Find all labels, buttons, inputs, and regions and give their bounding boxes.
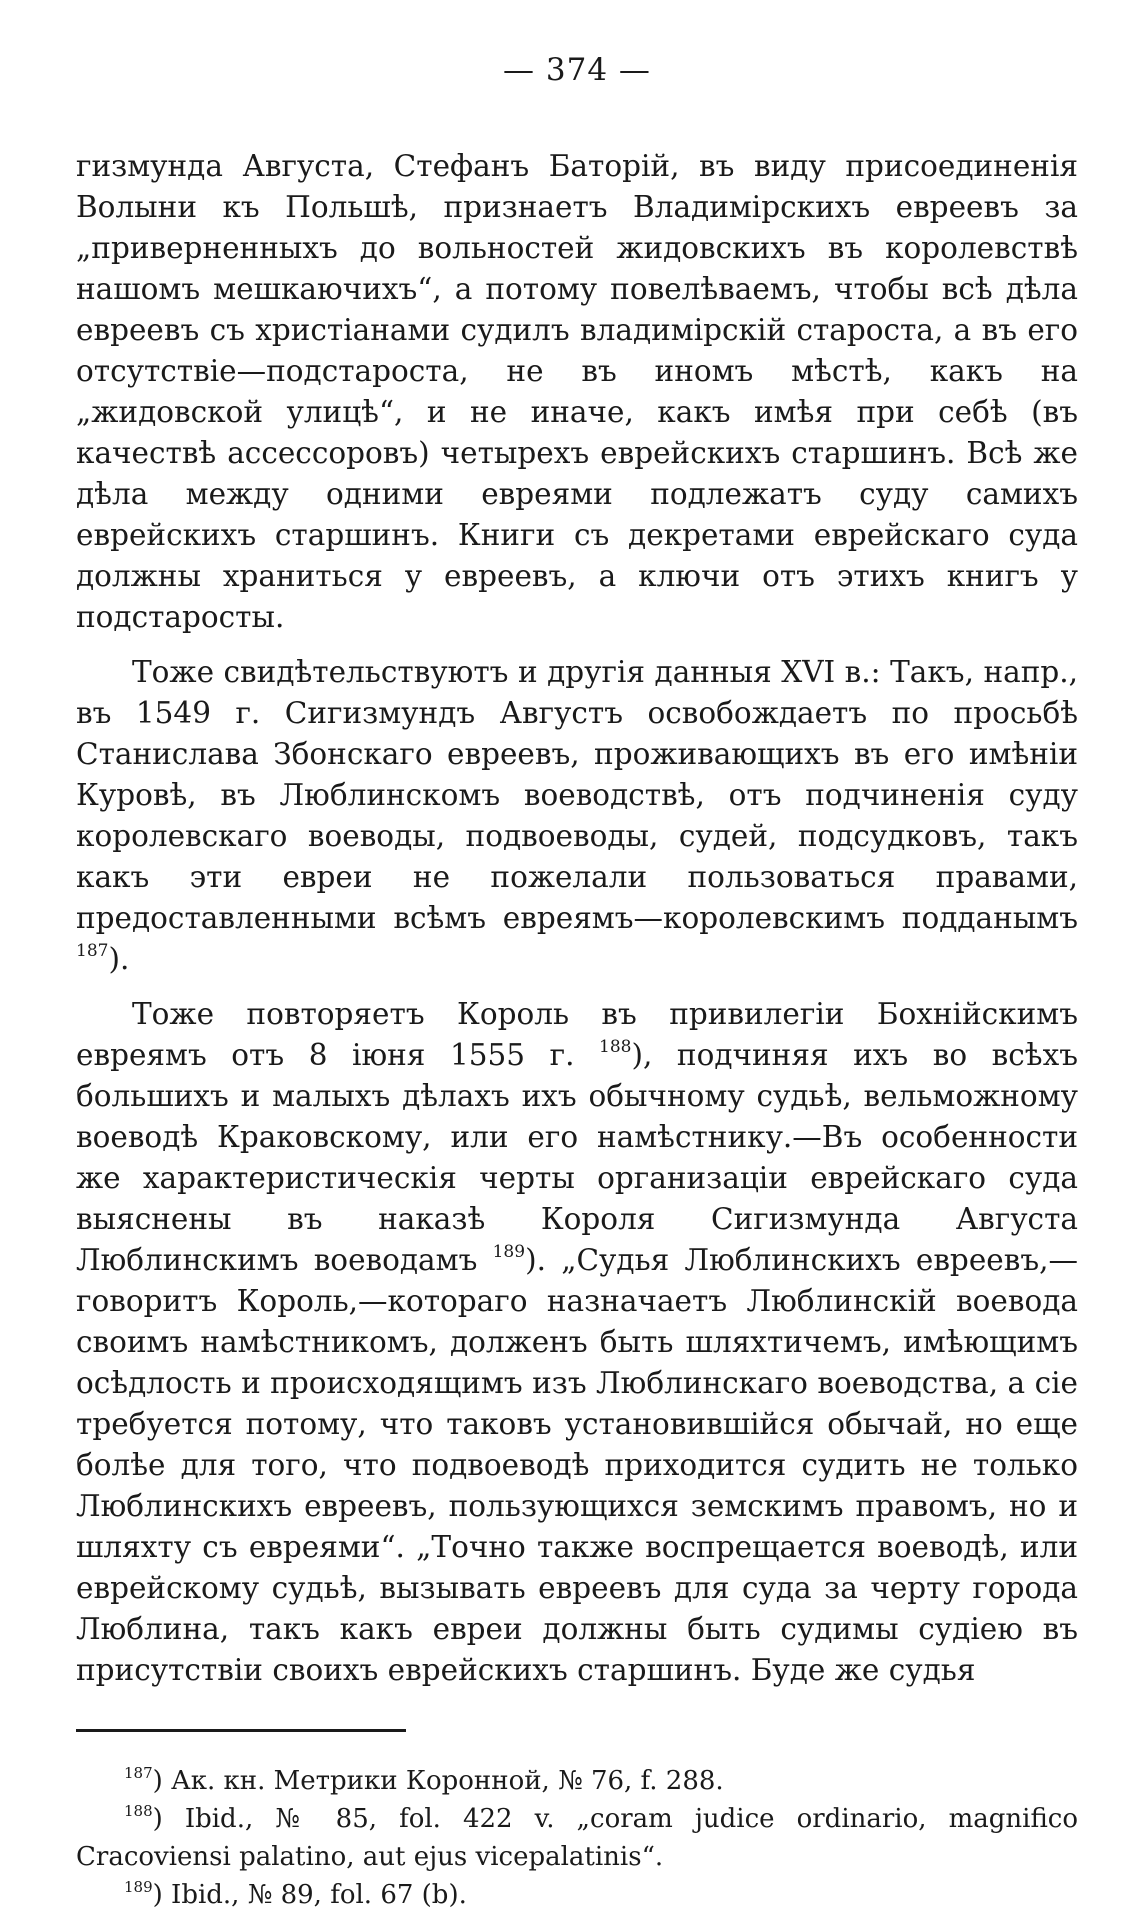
footnote-ref: 187 [76,941,109,961]
paragraph-text: Тоже повторяетъ Король въ привилегіи Бохнійскимъ евреямъ отъ 8 іюня 1555 г. [76,997,1078,1072]
page-number: — 374 — [503,52,651,88]
paragraph-p2 [76,652,1078,980]
paragraph-text: ). [108,942,130,976]
body-text [76,146,1078,1691]
footnote-fn188 [76,1800,1078,1876]
footnotes [76,1762,1078,1914]
footnote-ref: 189 [492,1242,526,1262]
footnote-text: ) Ibid., № 85, fol. 422 v. „coram judice ordinario, magnifico Cracoviensi palatino, aut ejus vicepalatinis“. [76,1804,1078,1872]
footnote-separator [76,1729,406,1732]
paragraph-text: ), подчиняя ихъ во всѣхъ большихъ и малыхъ дѣлахъ ихъ обычному судьѣ, вельможному воеводѣ Краковскому, или его намѣстнику.—Въ особенности же характеристическія черты организаціи еврейскаго суда выяснены въ наказѣ Короля Сигизмунда Августа Люблинскимъ воеводамъ [76,1038,1078,1277]
paragraph-p1 [76,146,1078,638]
footnote-marker: 188 [124,1802,153,1820]
footnote-ref: 188 [599,1037,632,1057]
paragraph-p3 [76,994,1078,1691]
footnote-marker: 189 [124,1878,153,1896]
footnote-marker: 187 [124,1764,153,1782]
footnote-fn189 [76,1876,1078,1914]
paragraph-text: ). „Судья Люблинскихъ евреевъ,—говоритъ Король,—котораго назначаетъ Люблинскій воевода своимъ намѣстникомъ, долженъ быть шляхтичемъ, имѣющимъ осѣдлость и происходящимъ изъ Люблинскаго воеводства, а сіе требуется потому, что таковъ установившійся обычай, но еще болѣе для того, что подвоеводѣ приходится судить не только Люблинскихъ евреевъ, пользующихся земскимъ правомъ, но и шляхту съ евреями“. „Точно также воспрещается воеводѣ, или еврейскому судьѣ, вызывать евреевъ для суда за черту города Люблина, такъ какъ евреи должны быть судимы судіею въ присутствіи своихъ еврейскихъ старшинъ. Буде же судья [76,1243,1078,1687]
paragraph-text: гизмунда Августа, Стефанъ Баторій, въ виду присоединенія Волыни къ Польшѣ, признаетъ Владимірскихъ евреевъ за „приверненныхъ до вольностей жидовскихъ въ королевствѣ нашомъ мешкаючихъ“, а потому повелѣваемъ, чтобы всѣ дѣла евреевъ съ христіанами судилъ владимірскій староста, а въ его отсутствіе—подстароста, не въ иномъ мѣстѣ, какъ на „жидовской улицѣ“, и не иначе, какъ имѣя при себѣ (въ качествѣ ассессоровъ) четырехъ еврейскихъ старшинъ. Всѣ же дѣла между одними евреями подлежатъ суду самихъ еврейскихъ старшинъ. Книги съ декретами еврейскаго суда должны храниться у евреевъ, а ключи отъ этихъ книгъ у подстаросты. [76,149,1078,634]
footnote-fn187 [76,1762,1078,1800]
footnote-text: ) Ibid., № 89, fol. 67 (b). [152,1880,467,1910]
paragraph-text: Тоже свидѣтельствуютъ и другія данныя XVI в.: Такъ, напр., въ 1549 г. Сигизмундъ Августъ освобождаетъ по просьбѣ Станислава Збонскаго евреевъ, проживающихъ въ его имѣніи Куровѣ, въ Люблинскомъ воеводствѣ, отъ подчиненія суду королевскаго воеводы, подвоеводы, судей, подсудковъ, такъ какъ эти евреи не пожелали пользоваться правами, предоставленными всѣмъ евреямъ—королевскимъ подданымъ [76,655,1078,935]
footnote-text: ) Ак. кн. Метрики Коронной, № 76, f. 288. [152,1766,724,1796]
